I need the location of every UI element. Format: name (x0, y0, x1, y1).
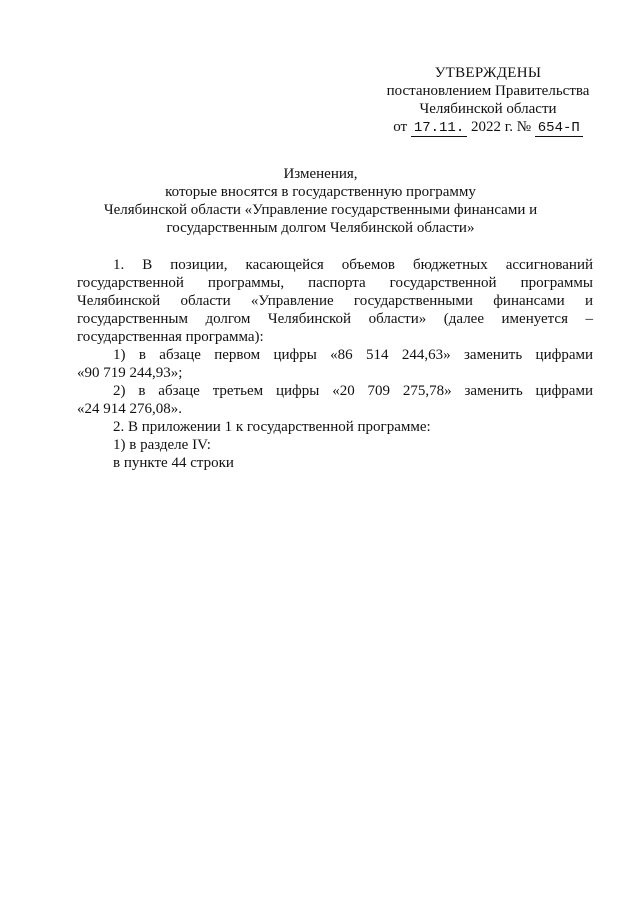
paragraph-1-line-2: государственной программы, паспорта государственной программы (77, 275, 593, 291)
paragraph-1-line-3: Челябинской области «Управление государственными финансами и (77, 293, 593, 309)
document-title (60, 165, 581, 237)
approval-stamp-block (378, 64, 598, 137)
document-number: 654-П (535, 120, 583, 137)
date-value: 17.11. (411, 120, 467, 137)
paragraph-3-line-2: «24 914 276,08». (77, 401, 182, 417)
paragraph-1-line-4: государственным долгом Челябинской области» (далее именуется – (77, 311, 593, 327)
paragraph-5: 1) в разделе IV: (113, 437, 211, 453)
title-line-4: государственным долгом Челябинской области» (166, 220, 475, 236)
approval-line-2: Челябинской области (419, 101, 557, 117)
approval-date-line (378, 118, 598, 137)
date-year: 2022 г. № (470, 119, 532, 135)
paragraph-1-line-1: 1. В позиции, касающейся объемов бюджетных ассигнований (113, 257, 593, 273)
date-prefix: от (393, 119, 408, 135)
title-line-2: которые вносятся в государственную программу (165, 184, 476, 200)
approval-title: УТВЕРЖДЕНЫ (434, 65, 542, 81)
title-line-3: Челябинской области «Управление государственными финансами и (103, 202, 538, 218)
paragraph-4: 2. В приложении 1 к государственной программе: (113, 419, 431, 435)
paragraph-2-line-2: «90 719 244,93»; (77, 365, 183, 381)
title-line-1: Изменения, (283, 166, 358, 182)
document-body (77, 256, 593, 472)
paragraph-3-line-1: 2) в абзаце третьем цифры «20 709 275,78» заменить цифрами (113, 383, 593, 399)
paragraph-6: в пункте 44 строки (113, 455, 234, 471)
approval-line-1: постановлением Правительства (386, 83, 590, 99)
paragraph-1-line-5: государственная программа): (77, 329, 264, 345)
paragraph-2-line-1: 1) в абзаце первом цифры «86 514 244,63» заменить цифрами (113, 347, 593, 363)
